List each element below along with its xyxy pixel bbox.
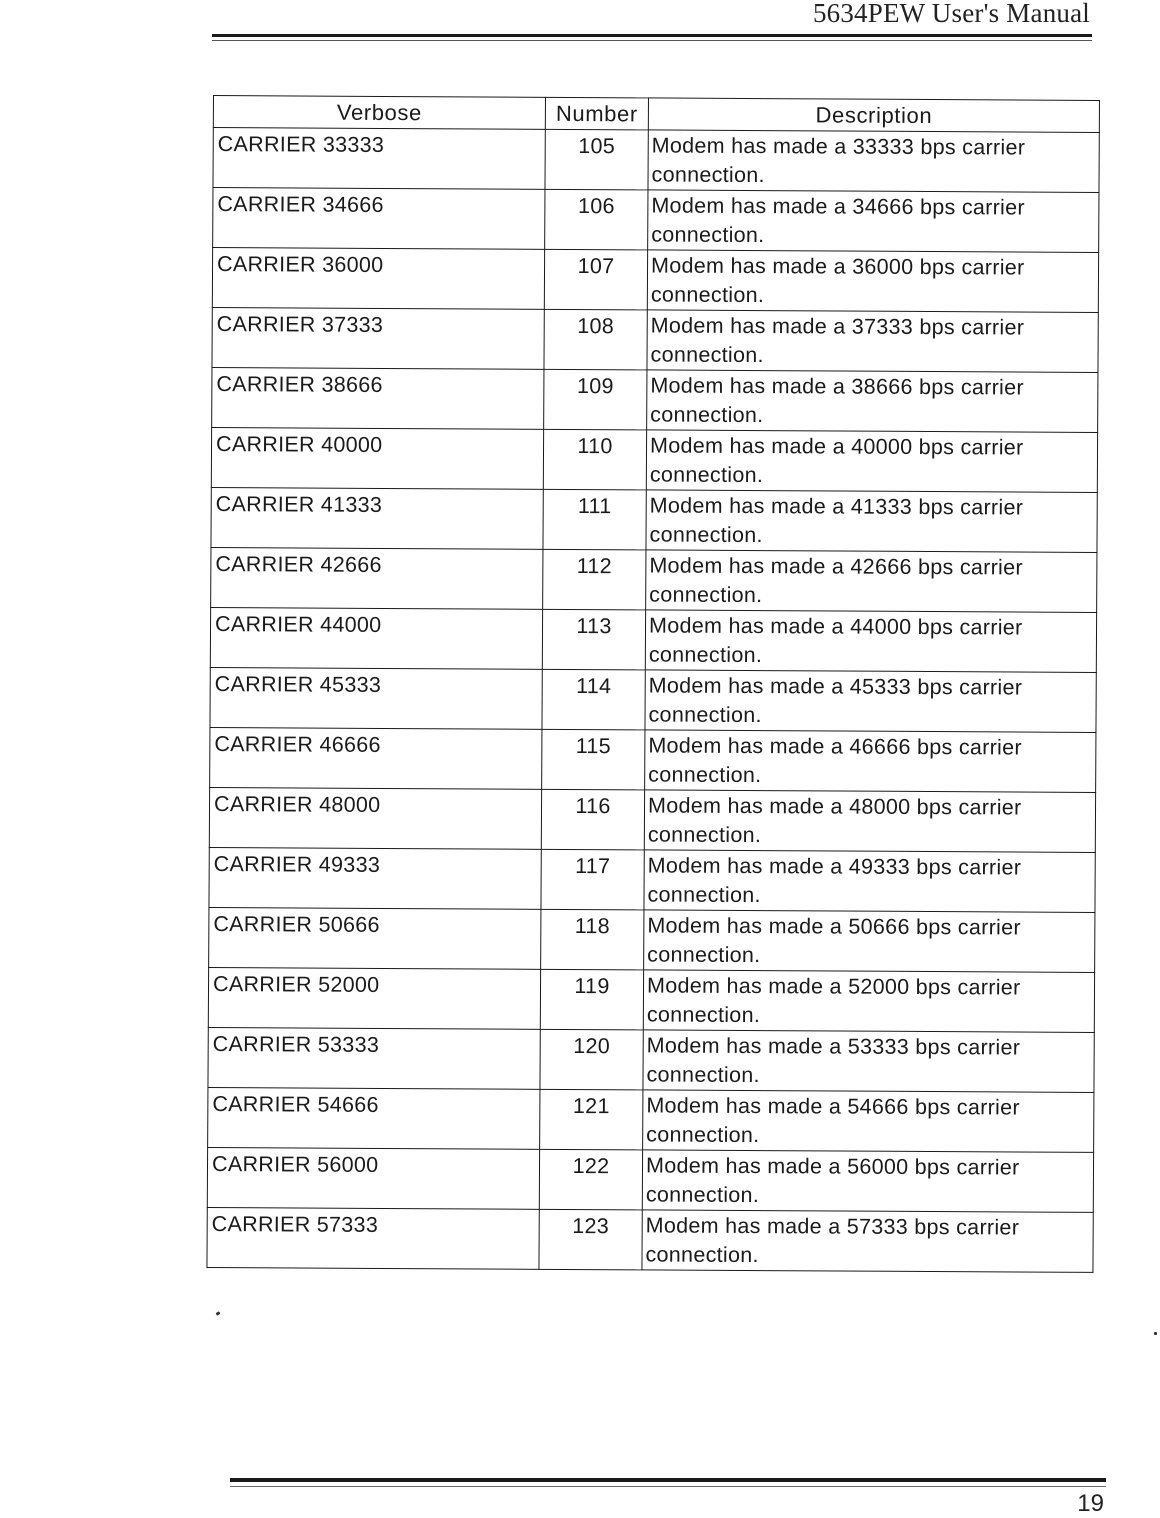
description-cell: Modem has made a 45333 bps carrier connection.	[645, 670, 1096, 733]
number-cell: 108	[544, 309, 647, 370]
verbose-cell: CARRIER 57333	[207, 1207, 539, 1269]
number-cell: 121	[540, 1089, 643, 1150]
number-cell: 115	[542, 729, 645, 790]
number-cell: 119	[540, 969, 643, 1030]
verbose-cell: CARRIER 48000	[209, 787, 541, 849]
table-row	[209, 907, 1095, 972]
number-cell: 105	[545, 129, 648, 190]
number-cell: 123	[539, 1209, 642, 1270]
number-cell: 116	[541, 789, 644, 850]
description-cell: Modem has made a 57333 bps carrier connection.	[642, 1210, 1093, 1273]
description-cell: Modem has made a 40000 bps carrier connection.	[646, 430, 1097, 493]
verbose-cell: CARRIER 33333	[213, 128, 545, 190]
description-cell: Modem has made a 46666 bps carrier connection.	[645, 730, 1096, 793]
description-cell: Modem has made a 53333 bps carrier connection.	[643, 1030, 1094, 1093]
number-cell: 117	[541, 849, 644, 910]
description-cell: Modem has made a 54666 bps carrier connection.	[643, 1090, 1094, 1153]
number-cell: 113	[542, 609, 645, 670]
table-row	[213, 188, 1099, 253]
result-codes-table-container	[206, 95, 1099, 1273]
number-cell: 122	[539, 1149, 642, 1210]
table-row	[211, 487, 1097, 552]
verbose-cell: CARRIER 45333	[210, 667, 542, 729]
description-cell: Modem has made a 50666 bps carrier connection.	[644, 910, 1095, 973]
table-row	[212, 367, 1098, 432]
verbose-cell: CARRIER 42666	[211, 547, 543, 609]
table-row	[210, 607, 1096, 672]
column-header-verbose: Verbose	[213, 96, 545, 130]
column-header-number: Number	[545, 97, 648, 130]
verbose-cell: CARRIER 52000	[208, 967, 540, 1029]
number-cell: 118	[541, 909, 644, 970]
description-cell: Modem has made a 36000 bps carrier connection.	[647, 250, 1098, 313]
number-cell: 120	[540, 1029, 643, 1090]
number-cell: 110	[543, 429, 646, 490]
number-cell: 114	[542, 669, 645, 730]
description-cell: Modem has made a 33333 bps carrier connection.	[648, 130, 1099, 193]
table-row	[208, 967, 1094, 1032]
verbose-cell: CARRIER 44000	[210, 607, 542, 669]
verbose-cell: CARRIER 34666	[213, 188, 545, 250]
print-speck	[216, 1311, 221, 1316]
table-row	[208, 1027, 1094, 1092]
print-speck	[1154, 1332, 1157, 1335]
description-cell: Modem has made a 49333 bps carrier connection.	[644, 850, 1095, 913]
table-body	[207, 128, 1099, 1273]
verbose-cell: CARRIER 41333	[211, 487, 543, 549]
description-cell: Modem has made a 37333 bps carrier connection.	[647, 310, 1098, 373]
description-cell: Modem has made a 52000 bps carrier connection.	[643, 970, 1094, 1033]
verbose-cell: CARRIER 40000	[211, 427, 543, 489]
table-row	[210, 667, 1096, 732]
header-rule-thin	[212, 40, 1092, 41]
result-codes-table	[206, 95, 1100, 1273]
column-header-description: Description	[648, 98, 1099, 133]
table-row	[212, 307, 1098, 372]
verbose-cell: CARRIER 36000	[212, 248, 544, 310]
table-row	[208, 1087, 1094, 1152]
table-header-row	[213, 96, 1099, 133]
manual-title: 5634PEW User's Manual	[812, 0, 1090, 28]
description-cell: Modem has made a 56000 bps carrier connection.	[642, 1150, 1093, 1213]
number-cell: 109	[544, 369, 647, 430]
description-cell: Modem has made a 44000 bps carrier connection.	[645, 610, 1096, 673]
table-row	[211, 427, 1097, 492]
verbose-cell: CARRIER 50666	[209, 907, 541, 969]
verbose-cell: CARRIER 56000	[207, 1147, 539, 1209]
table-row	[212, 248, 1098, 313]
number-cell: 112	[543, 549, 646, 610]
footer-rule	[230, 1478, 1106, 1482]
table-row	[211, 547, 1097, 612]
verbose-cell: CARRIER 38666	[212, 367, 544, 429]
footer-rule-thin	[230, 1486, 1106, 1487]
verbose-cell: CARRIER 49333	[209, 847, 541, 909]
description-cell: Modem has made a 41333 bps carrier connection.	[646, 490, 1097, 553]
verbose-cell: CARRIER 53333	[208, 1027, 540, 1089]
verbose-cell: CARRIER 54666	[208, 1087, 540, 1149]
verbose-cell: CARRIER 37333	[212, 307, 544, 369]
description-cell: Modem has made a 38666 bps carrier connection.	[647, 370, 1098, 433]
table-row	[207, 1147, 1093, 1212]
description-cell: Modem has made a 48000 bps carrier connection.	[644, 790, 1095, 853]
number-cell: 107	[544, 249, 647, 310]
description-cell: Modem has made a 42666 bps carrier connection.	[646, 550, 1097, 613]
number-cell: 106	[545, 189, 648, 250]
table-row	[210, 727, 1096, 792]
table-row	[209, 787, 1095, 852]
page-number: 19	[1077, 1490, 1104, 1517]
table-row	[209, 847, 1095, 912]
verbose-cell: CARRIER 46666	[210, 727, 542, 789]
header-rule	[212, 34, 1092, 37]
number-cell: 111	[543, 489, 646, 550]
table-row	[213, 128, 1099, 193]
table-row	[207, 1207, 1093, 1272]
description-cell: Modem has made a 34666 bps carrier connection.	[648, 190, 1099, 253]
